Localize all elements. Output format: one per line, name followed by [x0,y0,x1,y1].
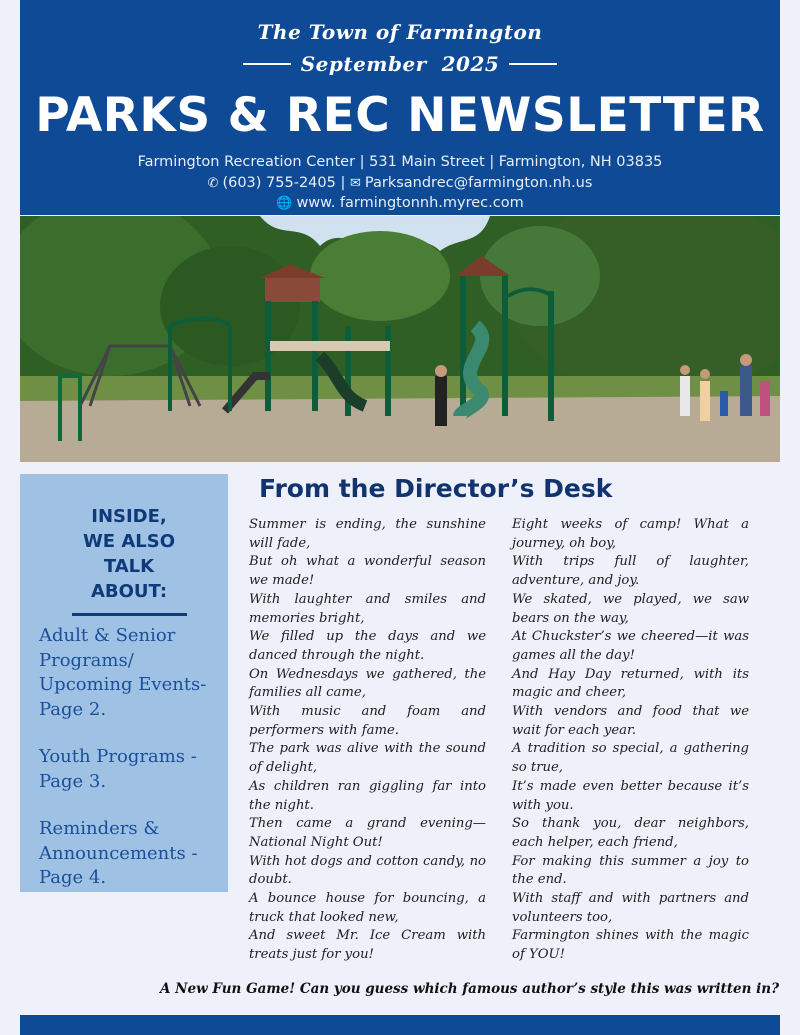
poem-line: But oh what a wonderful season we made! [249,554,486,589]
poem-line: Then came a grand evening—National Night Out! [249,816,486,850]
website-link[interactable]: www. farmingtonnh.myrec.com [296,195,524,211]
sidebar-item-reminders[interactable]: Reminders & Announcements - Page 4. [39,818,198,888]
newsletter-title: PARKS & REC NEWSLETTER [35,88,765,143]
poem-line: With staff and with partners and volunteers too, [512,891,749,925]
contact-separator: | [340,175,346,191]
poem-line: With music and foam and performers with fame. [249,704,486,738]
contact-line [20,175,780,191]
date-rule-left [243,63,291,65]
sidebar-heading: INSIDE, WE ALSO TALK ABOUT: [82,506,176,602]
poem-line: A bounce house for bouncing, a truck that looked new, [249,891,486,925]
poem-line: At Chuckster’s we cheered—it was games all the day! [512,629,749,663]
poem-line: On Wednesdays we gathered, the families all came, [249,666,486,701]
poem-line: With vendors and food that we wait for each year. [512,704,749,738]
phone-number[interactable]: (603) 755-2405 [222,175,336,191]
poem-line: We skated, we played, we saw bears on the way, [512,591,749,626]
poem-line: As children ran giggling far into the night. [249,778,486,813]
poem-line: We filled up the days and we danced through the night. [249,629,486,663]
poem-line: And sweet Mr. Ice Cream with treats just for you! [249,928,486,963]
footer-bar [20,1015,780,1035]
poem-line: And Hay Day returned, with its magic and cheer, [512,666,749,701]
director-section-title: From the Director’s Desk [259,474,613,503]
poem-column-2 [512,516,749,965]
email-icon: ✉ [349,176,361,191]
sidebar-item-youth[interactable]: Youth Programs - Page 3. [39,746,197,792]
address-line: Farmington Recreation Center | 531 Main Street | Farmington, NH 03835 [137,154,663,170]
phone-icon: ✆ [207,176,219,191]
poem-line: For making this summer a joy to the end. [512,853,749,888]
poem-line: With hot dogs and cotton candy, no doubt. [249,853,486,888]
poem-line: With trips full of laughter, adventure, and joy. [512,554,749,589]
poem-line: With laughter and smiles and memories bright, [249,591,486,626]
sidebar-divider [72,613,187,616]
issue-date: September 2025 [300,52,500,76]
poem-line: So thank you, dear neighbors, each helper, each friend, [512,816,749,850]
email-link[interactable]: Parksandrec@farmington.nh.us [364,175,593,191]
newsletter-header [20,0,780,215]
website-line [20,195,780,211]
author-game-note: A New Fun Game! Can you guess which famous author’s style this was written in? [159,981,779,997]
poem-line: A tradition so special, a gathering so true, [512,741,749,776]
date-row [20,52,780,76]
date-rule-right [509,63,557,65]
town-name: The Town of Farmington [257,20,543,44]
poem-line: It’s made even better because it’s with you. [512,778,749,813]
playground-photo [20,216,780,462]
poem-line: Eight weeks of camp! What a journey, oh boy, [512,517,749,551]
poem-column-1 [249,516,486,965]
poem-line: The park was alive with the sound of delight, [249,741,486,776]
poem-line: Farmington shines with the magic of YOU! [512,928,749,963]
globe-icon: 🌐 [276,196,293,211]
poem-line: Summer is ending, the sunshine will fade, [249,517,486,551]
inside-sidebar [20,474,228,892]
sidebar-item-adult-senior[interactable]: Adult & Senior Programs/ Upcoming Events- Page 2. [39,625,207,720]
sidebar-contents-list [39,624,229,914]
